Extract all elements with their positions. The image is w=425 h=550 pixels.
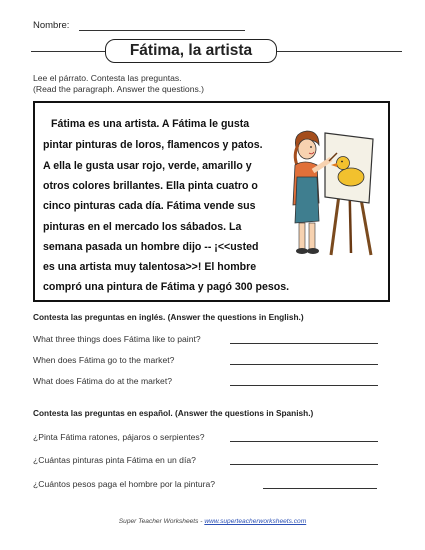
name-answer-line[interactable] bbox=[79, 30, 245, 31]
question-english-3: What does Fátima do at the market? bbox=[33, 376, 172, 386]
answer-line[interactable] bbox=[230, 364, 378, 365]
story-line: otros colores brillantes. Ella pinta cuatro o bbox=[43, 180, 258, 192]
section-heading-english: Contesta las preguntas en inglés. (Answer the questions in English.) bbox=[33, 312, 304, 322]
answer-line[interactable] bbox=[230, 464, 378, 465]
answer-line[interactable] bbox=[230, 385, 378, 386]
footer-brand: Super Teacher Worksheets bbox=[118, 518, 199, 525]
story-line: semana pasada un hombre dijo -- ¡<<usted bbox=[43, 241, 259, 253]
answer-line[interactable] bbox=[230, 441, 378, 442]
question-english-1: What three things does Fátima like to paint? bbox=[33, 334, 201, 344]
question-spanish-2: ¿Cuántas pinturas pinta Fátima en un día? bbox=[33, 455, 196, 465]
instructions-spanish: Lee el párrato. Contesta las preguntas. bbox=[33, 73, 182, 83]
footer-link[interactable]: www.superteacherworksheets.com bbox=[204, 518, 307, 525]
instructions-english: (Read the paragraph. Answer the questions.) bbox=[33, 84, 205, 94]
question-spanish-3: ¿Cuántos pesos paga el hombre por la pintura? bbox=[33, 479, 216, 489]
story-line: es una artista muy talentosa>>! El hombre bbox=[43, 261, 257, 273]
artist-painting-illustration bbox=[285, 125, 377, 257]
name-label: Nombre: bbox=[33, 20, 70, 31]
story-line: Fátima es una artista. A Fátima le gusta bbox=[51, 118, 250, 130]
story-line: pintar pinturas de loros, flamencos y patos. bbox=[43, 139, 263, 151]
answer-line[interactable] bbox=[230, 343, 378, 344]
story-line: A ella le gusta usar rojo, verde, amarillo y bbox=[43, 160, 252, 172]
footer-separator: - bbox=[198, 518, 205, 525]
question-english-2: When does Fátima go to the market? bbox=[33, 355, 175, 365]
section-heading-spanish: Contesta las preguntas en español. (Answer the questions in Spanish.) bbox=[33, 408, 314, 418]
question-spanish-1: ¿Pinta Fátima ratones, pájaros o serpientes? bbox=[33, 432, 205, 442]
page-title: Fátima, la artista bbox=[105, 39, 277, 63]
answer-line[interactable] bbox=[263, 488, 377, 489]
story-line: cinco pinturas cada día. Fátima vende sus bbox=[43, 200, 256, 212]
story-line: pinturas en el mercado los sábados. La bbox=[43, 221, 242, 233]
footer bbox=[0, 518, 425, 525]
story-line: compró una pintura de Fátima y pagó 300 pesos. bbox=[43, 281, 290, 293]
